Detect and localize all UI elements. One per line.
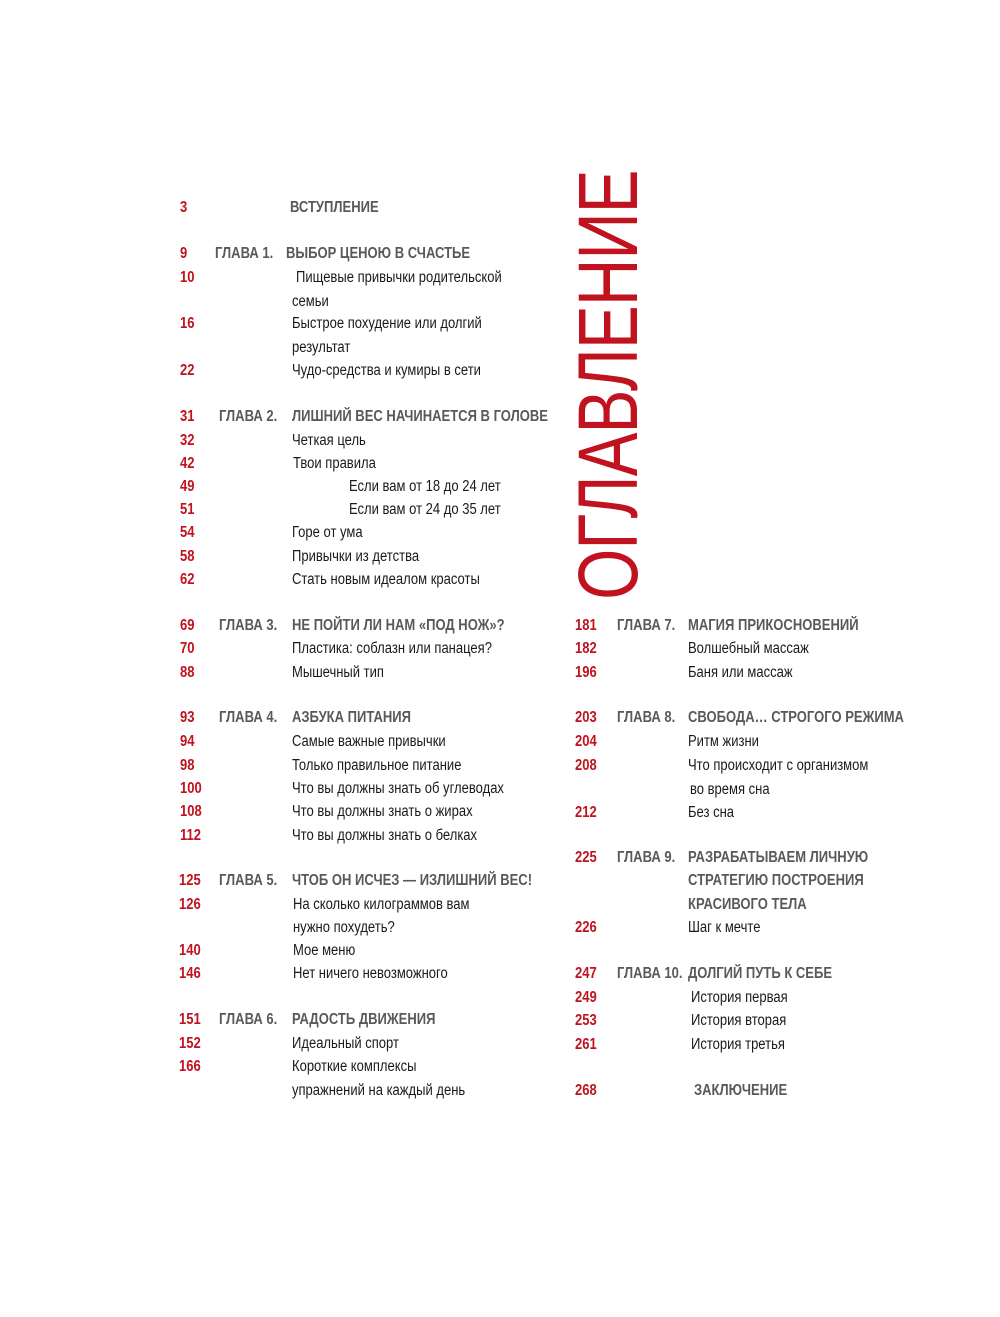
section-title: Мышечный тип: [291, 664, 384, 681]
page-number: 32: [179, 432, 195, 449]
section-title: Стать новым идеалом красоты: [291, 571, 480, 588]
page-number: 247: [574, 965, 597, 982]
page-number: 22: [179, 362, 195, 379]
page-number: 100: [179, 780, 202, 797]
section-title: Если вам от 24 до 35 лет: [348, 501, 501, 518]
page-number: 49: [179, 478, 195, 495]
section-heading: ВЫБОР ЦЕНОЮ В СЧАСТЬЕ: [285, 245, 471, 262]
page-number: 151: [178, 1011, 201, 1028]
toc-entry: [0, 824, 840, 848]
toc-entry: [0, 614, 859, 638]
section-title: История первая: [690, 989, 788, 1006]
section-heading: НЕ ПОЙТИ ЛИ НАМ «ПОД НОЖ»?: [291, 617, 505, 634]
section-heading: ЛИШНИЙ ВЕС НАЧИНАЕТСЯ В ГОЛОВЕ: [291, 408, 548, 425]
page-number: 152: [178, 1035, 201, 1052]
section-title: Ритм жизни: [687, 733, 759, 750]
toc-entry: [0, 916, 840, 940]
page-number: 9: [179, 245, 188, 262]
toc-entry: [0, 266, 840, 290]
toc-entry: [0, 730, 840, 754]
toc-entry: [0, 429, 840, 453]
chapter-label: ГЛАВА 9.: [616, 849, 676, 866]
page-number: 140: [178, 942, 201, 959]
section-heading: КРАСИВОГО ТЕЛА: [687, 896, 807, 913]
section-heading: ЗАКЛЮЧЕНИЕ: [693, 1082, 788, 1099]
page-number: 253: [574, 1012, 597, 1029]
page-number: 181: [574, 617, 597, 634]
section-title: Горе от ума: [291, 524, 363, 541]
toc-entry: [0, 661, 840, 685]
section-title: Пластика: соблазн или панацея?: [291, 640, 492, 657]
section-title: Четкая цель: [291, 432, 366, 449]
toc-entry: [0, 846, 869, 870]
page-number: 58: [179, 548, 195, 565]
page-number: 125: [178, 872, 201, 889]
chapter-label: ГЛАВА 10.: [616, 965, 683, 982]
toc-entry: [0, 962, 840, 986]
page-number: 42: [179, 455, 195, 472]
chapter-label: ГЛАВА 6.: [218, 1011, 278, 1028]
section-title: Только правильное питание: [291, 757, 462, 774]
section-title: во время сна: [689, 781, 770, 798]
chapter-label: ГЛАВА 4.: [218, 709, 278, 726]
toc-title: ОГЛАВЛЕНИЕ: [561, 170, 655, 600]
toc-entry: [0, 1033, 840, 1057]
section-title: семьи: [291, 293, 329, 310]
section-title: упражнений на каждый день: [291, 1082, 466, 1099]
page-number: 94: [179, 733, 195, 750]
section-title: История вторая: [690, 1012, 787, 1029]
page-number: 225: [574, 849, 597, 866]
toc-entry: [0, 475, 840, 499]
page-number: 54: [179, 524, 195, 541]
section-title: результат: [291, 339, 351, 356]
toc-entry: [0, 568, 840, 592]
section-heading: МАГИЯ ПРИКОСНОВЕНИЙ: [687, 617, 859, 634]
section-title: История третья: [690, 1036, 785, 1053]
section-title: Самые важные привычки: [291, 733, 446, 750]
section-title: Баня или массаж: [687, 664, 793, 681]
toc-entry: [0, 242, 840, 266]
toc-entry: [0, 801, 840, 825]
section-title: Твои правила: [292, 455, 376, 472]
toc-entry: [0, 869, 864, 893]
section-title: Нет ничего невозможного: [292, 965, 448, 982]
page-number: 204: [574, 733, 597, 750]
page-number: 249: [574, 989, 597, 1006]
page-number: 203: [574, 709, 597, 726]
chapter-label: ГЛАВА 3.: [218, 617, 278, 634]
toc-entry: [0, 637, 840, 661]
page-number: 126: [178, 896, 201, 913]
toc-entry: [0, 196, 840, 220]
section-title: Быстрое похудение или долгий: [291, 315, 482, 332]
chapter-label: ГЛАВА 8.: [616, 709, 676, 726]
toc-entry: [0, 545, 840, 569]
toc-entry: [0, 706, 904, 730]
page-number: 268: [574, 1082, 597, 1099]
toc-entry: [0, 893, 840, 917]
page-number: 166: [178, 1058, 201, 1075]
section-heading: РАДОСТЬ ДВИЖЕНИЯ: [291, 1011, 436, 1028]
section-heading: РАЗРАБАТЫВАЕМ ЛИЧНУЮ: [687, 849, 869, 866]
chapter-label: ГЛАВА 2.: [218, 408, 278, 425]
section-heading: ДОЛГИЙ ПУТЬ К СЕБЕ: [687, 965, 833, 982]
page-number: 69: [179, 617, 195, 634]
toc-entry: [0, 336, 840, 360]
page-number: 3: [179, 199, 188, 216]
section-title: Шаг к мечте: [687, 919, 761, 936]
section-title: Что вы должны знать о белках: [291, 827, 478, 844]
section-title: Короткие комплексы: [291, 1058, 417, 1075]
page-number: 182: [574, 640, 597, 657]
section-title: Идеальный спорт: [291, 1035, 399, 1052]
toc-entry: [0, 1055, 840, 1079]
page-number: 98: [179, 757, 195, 774]
page-number: 208: [574, 757, 597, 774]
page-number: 112: [179, 827, 202, 844]
page-number: 10: [179, 269, 195, 286]
page-number: 88: [179, 664, 195, 681]
section-heading: СВОБОДА… СТРОГОГО РЕЖИМА: [687, 709, 904, 726]
page-number: 146: [178, 965, 201, 982]
chapter-label: ГЛАВА 7.: [616, 617, 676, 634]
section-title: На сколько килограммов вам: [292, 896, 470, 913]
page-number: 51: [179, 501, 195, 518]
page-number: 93: [179, 709, 195, 726]
section-title: нужно похудеть?: [292, 919, 395, 936]
section-title: Мое меню: [292, 942, 356, 959]
page-number: 16: [179, 315, 195, 332]
page-number: 70: [179, 640, 195, 657]
toc-entry: [0, 452, 840, 476]
section-heading: ВСТУПЛЕНИЕ: [289, 199, 379, 216]
toc-entry: [0, 939, 840, 963]
toc-entry: [0, 1079, 840, 1103]
section-title: Волшебный массаж: [687, 640, 809, 657]
section-heading: ЧТОБ ОН ИСЧЕЗ — ИЗЛИШНИЙ ВЕС!: [291, 872, 533, 889]
toc-entry: [0, 312, 840, 336]
page-number: 108: [179, 803, 202, 820]
toc-entry: [0, 754, 869, 778]
section-title: Чудо-средства и кумиры в сети: [291, 362, 481, 379]
toc-entry: [0, 1009, 840, 1033]
toc-entry: [0, 521, 840, 545]
section-title: Что вы должны знать о жирах: [291, 803, 473, 820]
page-number: 261: [574, 1036, 597, 1053]
chapter-label: ГЛАВА 5.: [218, 872, 278, 889]
toc-entry: [0, 405, 840, 429]
section-heading: АЗБУКА ПИТАНИЯ: [291, 709, 412, 726]
page-number: 196: [574, 664, 597, 681]
page-number: 212: [574, 804, 597, 821]
section-title: Что происходит с организмом: [687, 757, 869, 774]
section-title: Без сна: [687, 804, 735, 821]
page-number: 31: [179, 408, 195, 425]
section-heading: СТРАТЕГИЮ ПОСТРОЕНИЯ: [687, 872, 864, 889]
chapter-label: ГЛАВА 1.: [214, 245, 274, 262]
section-title: Что вы должны знать об углеводах: [291, 780, 504, 797]
section-title: Если вам от 18 до 24 лет: [348, 478, 501, 495]
toc-entry: [0, 359, 840, 383]
page-number: 226: [574, 919, 597, 936]
toc-entry: [0, 986, 840, 1010]
section-title: Привычки из детства: [291, 548, 420, 565]
toc-entry: [0, 778, 840, 802]
toc-entry: [0, 498, 840, 522]
page-number: 62: [179, 571, 195, 588]
toc-entry: [0, 290, 840, 314]
section-title: Пищевые привычки родительской: [295, 269, 502, 286]
